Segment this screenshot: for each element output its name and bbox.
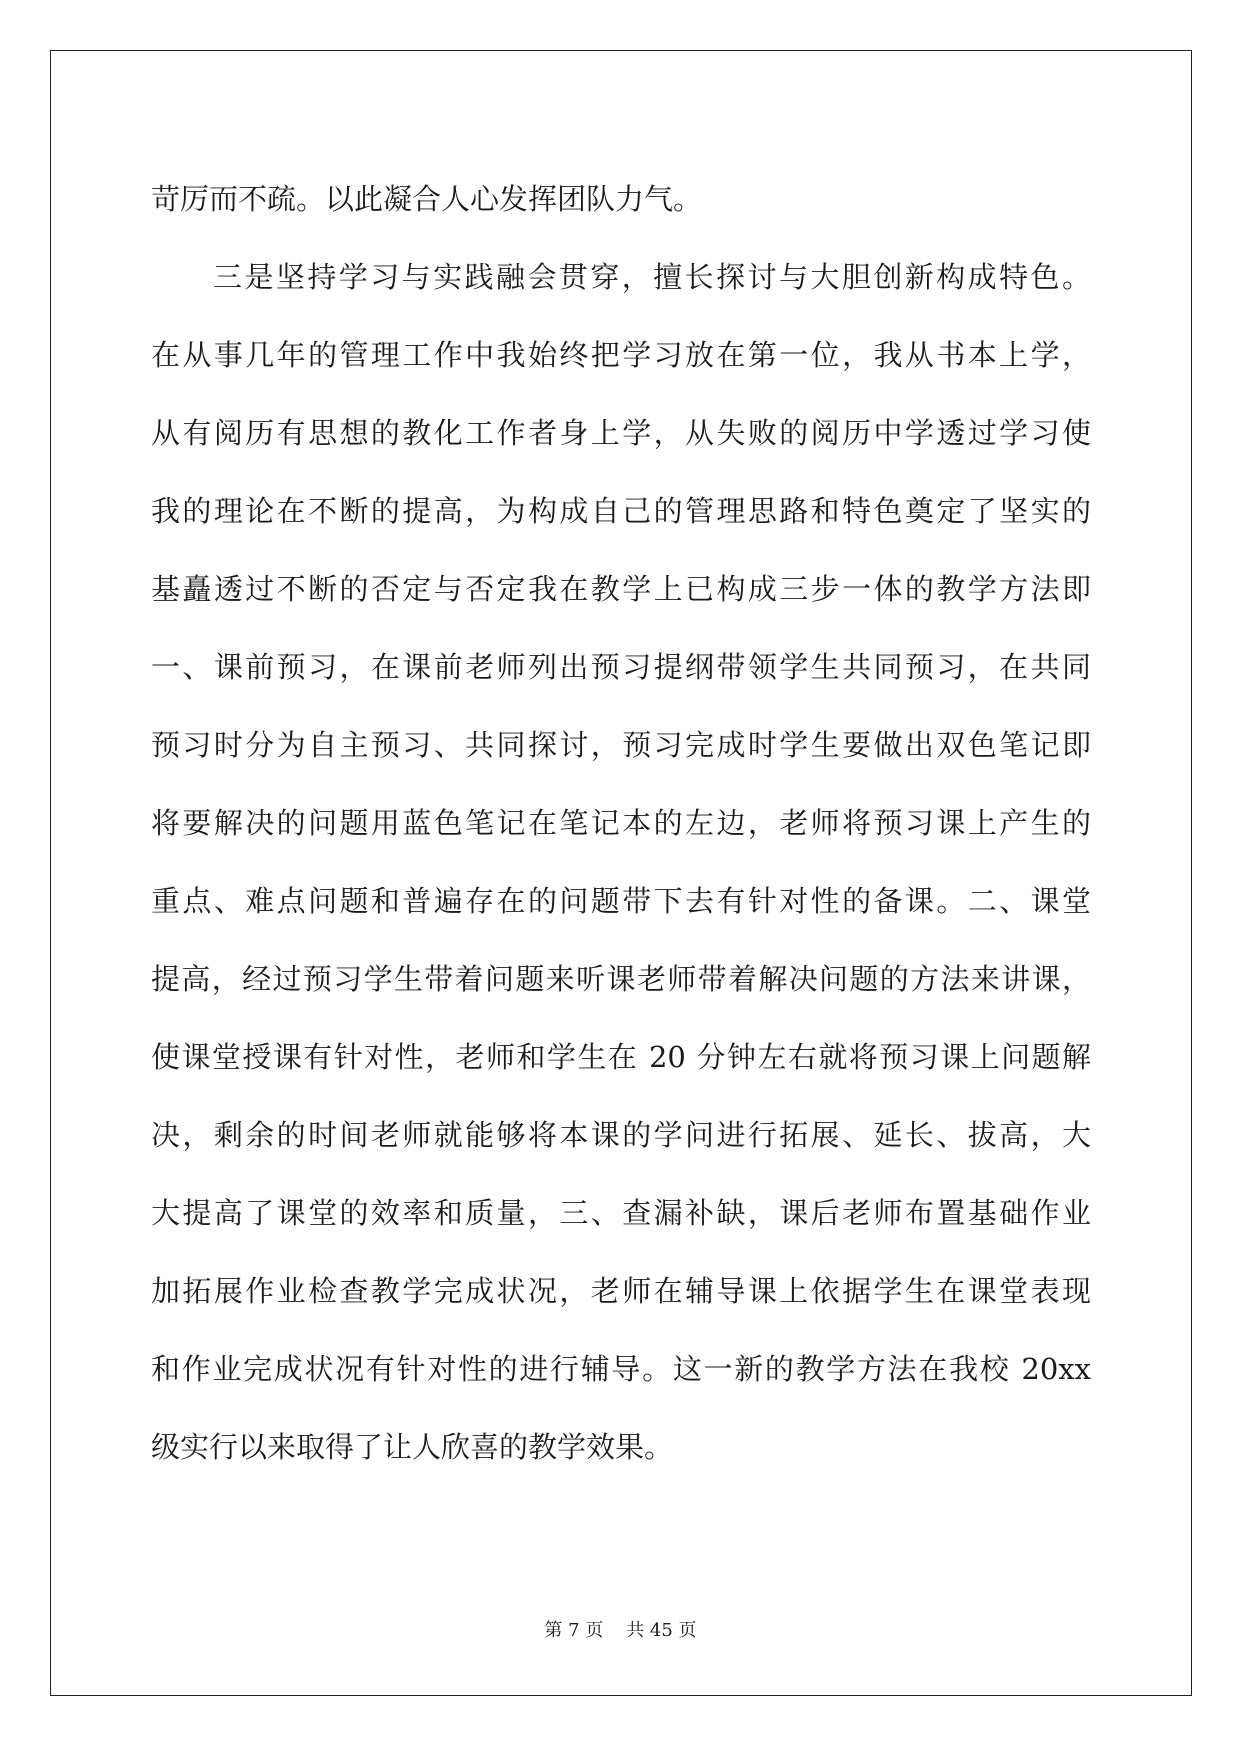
- text-line: 苛厉而不疏。以此凝合人心发挥团队力气。: [151, 182, 703, 216]
- text-line: 基矗透过不断的否定与否定我在教学上已构成三步一体的教学方法即: [151, 572, 1091, 606]
- text-line: 一、课前预习，在课前老师列出预习提纲带领学生共同预习，在共同: [151, 650, 1091, 684]
- document-body: [151, 160, 1091, 1486]
- text-line: 从有阅历有思想的教化工作者身上学，从失败的阅历中学透过学习使: [151, 416, 1091, 450]
- paragraph-first-line: 三是坚持学习与实践融会贯穿，擅长探讨与大胆创新构成特色。: [213, 260, 1091, 294]
- text-line: 预习时分为自主预习、共同探讨，预习完成时学生要做出双色笔记即: [151, 728, 1091, 762]
- text-line: 级实行以来取得了让人欣喜的教学效果。: [151, 1430, 674, 1464]
- text-line: 使课堂授课有针对性，老师和学生在 20 分钟左右就将预习课上问题解: [151, 1040, 1091, 1074]
- text-line: 提高，经过预习学生带着问题来听课老师带着解决问题的方法来讲课，: [151, 962, 1091, 996]
- text-line: 决，剩余的时间老师就能够将本课的学问进行拓展、延长、拔高，大: [151, 1118, 1091, 1152]
- text-line: 重点、难点问题和普遍存在的问题带下去有针对性的备课。二、课堂: [151, 884, 1091, 918]
- text-line: 和作业完成状况有针对性的进行辅导。这一新的教学方法在我校 20xx: [151, 1352, 1091, 1386]
- text-line: 我的理论在不断的提高，为构成自己的管理思路和特色奠定了坚实的: [151, 494, 1091, 528]
- text-line: 在从事几年的管理工作中我始终把学习放在第一位，我从书本上学，: [151, 338, 1091, 372]
- page-number-footer: 第 7 页 共 45 页: [544, 1620, 697, 1641]
- text-line: 将要解决的问题用蓝色笔记在笔记本的左边，老师将预习课上产生的: [151, 806, 1091, 840]
- text-line: 加拓展作业检查教学完成状况，老师在辅导课上依据学生在课堂表现: [151, 1274, 1091, 1308]
- text-line: 大提高了课堂的效率和质量，三、查漏补缺，课后老师布置基础作业: [151, 1196, 1091, 1230]
